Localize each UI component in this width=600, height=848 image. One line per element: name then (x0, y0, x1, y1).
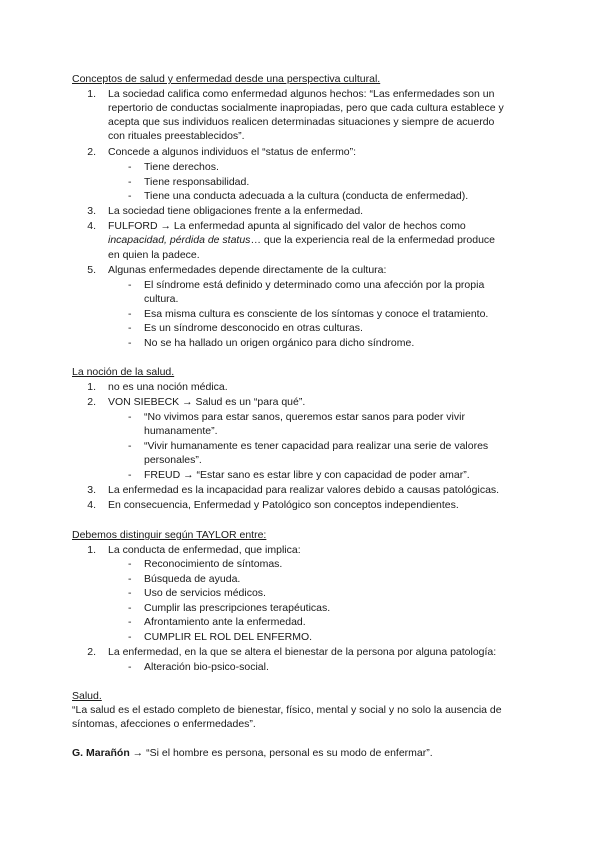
section-title-taylor: Debemos distinguir según TAYLOR entre: (72, 529, 267, 541)
sub-item-line: personales”. (144, 454, 202, 466)
sub-item-line: Tiene derechos. (144, 161, 219, 173)
maranon-quote (72, 747, 433, 759)
list-item-line (108, 234, 495, 246)
list-item-line: En consecuencia, Enfermedad y Patológico son conceptos independientes. (108, 499, 459, 511)
list-item-line: FULFORD → La enfermedad apunta al significado del valor de hechos como (108, 220, 466, 232)
list-number: 3. (87, 205, 96, 217)
dash-bullet: - (128, 337, 132, 349)
sub-item-line: El síndrome está definido y determinado como una afección por la propia (144, 279, 485, 291)
list-item-line: Algunas enfermedades depende directamente de la cultura: (108, 264, 387, 276)
sub-item-line: Afrontamiento ante la enfermedad. (144, 616, 306, 628)
dash-bullet: - (128, 602, 132, 614)
list-item-line: VON SIEBECK → Salud es un “para qué”. (108, 396, 306, 408)
sub-item-line: “No vivimos para estar sanos, queremos estar sanos para poder vivir (144, 411, 465, 423)
list-item-line: acepta que sus individuos realicen determinadas situaciones y siempre de acuerdo (108, 116, 495, 128)
dash-bullet: - (128, 176, 132, 188)
list-item-line: La conducta de enfermedad, que implica: (108, 544, 301, 556)
list-number: 4. (87, 220, 96, 232)
sub-item-line: humanamente”. (144, 425, 218, 437)
dash-bullet: - (128, 411, 132, 423)
list-number: 3. (87, 484, 96, 496)
list-number: 4. (87, 499, 96, 511)
list-item-line: con rituales preestablecidos”. (108, 130, 245, 142)
list-number: 2. (87, 146, 96, 158)
sub-item-line: Tiene una conducta adecuada a la cultura (conducta de enfermedad). (144, 190, 469, 202)
dash-bullet: - (128, 661, 132, 673)
sub-item-line: Uso de servicios médicos. (144, 587, 266, 599)
paragraph-line: síntomas, afecciones o enfermedades”. (72, 718, 256, 730)
dash-bullet: - (128, 616, 132, 628)
dash-bullet: - (128, 573, 132, 585)
list-number: 2. (87, 396, 96, 408)
dash-bullet: - (128, 587, 132, 599)
list-number: 5. (87, 264, 96, 276)
list-item-line: no es una noción médica. (108, 381, 228, 393)
list-number: 2. (87, 646, 96, 658)
sub-item-line: “Vivir humanamente es tener capacidad para realizar una serie de valores (144, 440, 489, 452)
list-item-line: Concede a algunos individuos el “status de enfermo”: (108, 146, 357, 158)
sub-item-line: cultura. (144, 293, 179, 305)
dash-bullet: - (128, 279, 132, 291)
paragraph-line: “La salud es el estado completo de bienestar, físico, mental y social y no solo la ausencia de (72, 704, 502, 716)
list-item-line: La sociedad califica como enfermedad algunos hechos: “Las enfermedades son un (108, 88, 495, 100)
sub-item-line: Esa misma cultura es consciente de los síntomas y conoce el tratamiento. (144, 308, 489, 320)
sub-item-line: No se ha hallado un origen orgánico para dicho síndrome. (144, 337, 415, 349)
section-title-conceptos: Conceptos de salud y enfermedad desde una perspectiva cultural. (72, 73, 381, 85)
dash-bullet: - (128, 308, 132, 320)
section-title-nocion-salud: La noción de la salud. (72, 366, 175, 378)
dash-bullet: - (128, 322, 132, 334)
section-title-salud: Salud. (72, 690, 102, 702)
dash-bullet: - (128, 558, 132, 570)
list-number: 1. (87, 544, 96, 556)
quote-author: G. Marañón (72, 747, 130, 759)
list-item-line: La enfermedad es la incapacidad para realizar valores debido a causas patológicas. (108, 484, 500, 496)
dash-bullet: - (128, 469, 132, 481)
sub-item-line: Es un síndrome desconocido en otras culturas. (144, 322, 363, 334)
list-item-line: repertorio de conductas socialmente inapropiadas, pero que cada cultura establece y (108, 102, 504, 114)
list-number: 1. (87, 381, 96, 393)
sub-item-line: FREUD → “Estar sano es estar libre y con capacidad de poder amar”. (144, 469, 470, 481)
sub-item-line: Alteración bio-psico-social. (144, 661, 269, 673)
sub-item-line: Tiene responsabilidad. (144, 176, 250, 188)
sub-item-line: CUMPLIR EL ROL DEL ENFERMO. (144, 631, 313, 643)
dash-bullet: - (128, 161, 132, 173)
sub-item-line: Cumplir las prescripciones terapéuticas. (144, 602, 331, 614)
quote-text: → “Si el hombre es persona, personal es su modo de enfermar”. (129, 747, 433, 759)
list-item-line: en quien la padece. (108, 249, 200, 261)
dash-bullet: - (128, 631, 132, 643)
dash-bullet: - (128, 190, 132, 202)
list-number: 1. (87, 88, 96, 100)
sub-item-line: Reconocimiento de síntomas. (144, 558, 283, 570)
list-item-line: La enfermedad, en la que se altera el bienestar de la persona por alguna patología: (108, 646, 497, 658)
dash-bullet: - (128, 440, 132, 452)
line-continuation: … que la experiencia real de la enfermedad produce (250, 234, 496, 246)
italic-terms: incapacidad, pérdida de status (108, 234, 251, 246)
list-item-line: La sociedad tiene obligaciones frente a la enfermedad. (108, 205, 364, 217)
sub-item-line: Búsqueda de ayuda. (144, 573, 241, 585)
